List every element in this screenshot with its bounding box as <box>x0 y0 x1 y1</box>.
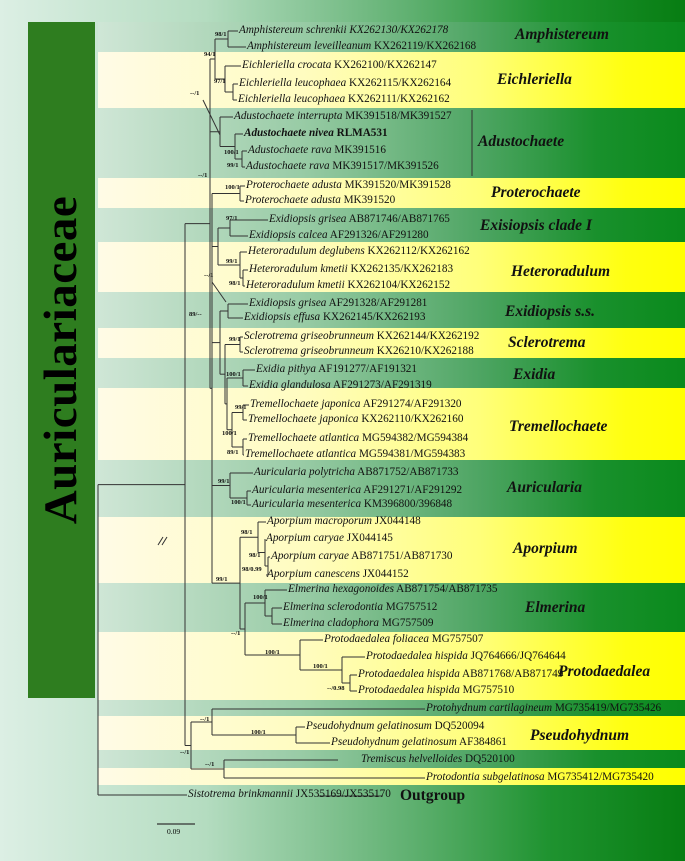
tip-label <box>248 413 463 425</box>
species-name: Tremellochaete japonica <box>248 413 359 425</box>
support-value: 100/1 <box>265 649 280 656</box>
species-name: Protodaedalea foliacea <box>324 633 429 645</box>
tip-label <box>249 263 453 275</box>
support-value: --/1 <box>198 172 208 179</box>
accession: JX535169/JX535170 <box>292 788 391 800</box>
clade-label: Exidia <box>513 366 556 383</box>
support-value: --/1 <box>205 761 215 768</box>
support-value: 89/-- <box>189 311 202 318</box>
tip-label <box>245 448 465 460</box>
support-value: 100/1 <box>226 371 241 378</box>
support-value: 98/0.99 <box>242 566 262 573</box>
tip-label <box>288 583 497 595</box>
support-value: --/1 <box>190 90 200 97</box>
clade-label: Auricularia <box>507 479 582 496</box>
accession: MG594382/MG594384 <box>359 432 469 444</box>
species-name: Aporpium caryae <box>271 550 349 562</box>
support-leader <box>203 100 220 135</box>
accession: KX262115/KX262164 <box>346 77 452 89</box>
support-value: 100/1 <box>251 729 266 736</box>
tip-label <box>246 279 450 291</box>
tip-label <box>358 684 514 696</box>
species-name: Heteroradulum deglubens <box>248 245 365 257</box>
support-value: 99/1 <box>216 576 228 583</box>
clade-label: Eichleriella <box>497 71 572 88</box>
accession: DQ520094 <box>431 720 485 732</box>
accession: KX262130/KX262178 <box>346 24 449 36</box>
accession: MG757509 <box>379 617 434 629</box>
species-name: Tremiscus helvelloides <box>361 753 463 765</box>
species-name: Protodontia subgelatinosa <box>426 771 545 783</box>
support-value: 99/1 <box>226 258 238 265</box>
accession: AB871754/AB871735 <box>393 583 498 595</box>
family-label: Auriculariaceae <box>35 195 87 525</box>
accession: AB871751/AB871730 <box>349 550 453 562</box>
species-name: Exidia glandulosa <box>249 379 331 391</box>
accession: KX262144/KX262192 <box>373 330 480 342</box>
tip-label <box>244 127 388 139</box>
species-name: Aporpium caryae <box>266 532 344 544</box>
support-value: 98/1 <box>249 552 261 559</box>
clade-label: Adustochaete <box>478 133 565 150</box>
accession: KX262145/KX262193 <box>320 311 426 323</box>
tip-label <box>249 229 429 241</box>
tip-label <box>250 398 462 410</box>
accession: KX262111/KX262162 <box>345 93 450 105</box>
support-value: --/1 <box>200 716 210 723</box>
tip-label <box>331 736 507 748</box>
accession: AF291273/AF291319 <box>330 379 432 391</box>
tip-label <box>358 668 563 680</box>
accession: RLMA531 <box>333 127 388 139</box>
accession: AB871752/AB871733 <box>355 466 459 478</box>
species-name: Exidia pithya <box>256 363 316 375</box>
species-name: Exidiopsis effusa <box>244 311 321 323</box>
species-name: Tremellochaete atlantica <box>248 432 360 444</box>
accession: JX044152 <box>359 568 409 580</box>
accession: MG757512 <box>382 601 438 613</box>
support-value: --/1 <box>204 272 214 279</box>
species-name: Pseudohydnum gelatinosum <box>306 720 432 732</box>
accession: AF291271/AF291292 <box>361 484 463 496</box>
species-name: Eichleriella leucophaea <box>238 93 346 105</box>
tip-label <box>283 601 437 613</box>
tip-label <box>426 702 661 714</box>
clade-label: Outgroup <box>400 787 466 804</box>
species-name: Sistotrema brinkmannii <box>188 788 293 800</box>
scale-bar-label: 0.09 <box>167 827 181 836</box>
support-value: 97/1 <box>226 215 238 222</box>
tip-label <box>426 771 654 783</box>
tip-label <box>366 650 566 662</box>
clade-label: Proterochaete <box>491 184 581 201</box>
accession: AF291274/AF291320 <box>360 398 462 410</box>
accession: MG757507 <box>428 633 484 645</box>
clade-label: Sclerotrema <box>508 334 586 351</box>
clade-label: Tremellochaete <box>509 418 608 435</box>
tip-label <box>269 213 450 225</box>
species-name: Adustochaete interrupta <box>234 110 343 122</box>
tip-label <box>245 194 395 206</box>
accession: MK391520 <box>340 194 396 206</box>
accession: KX26210/KX262188 <box>373 345 474 357</box>
tip-label <box>242 59 437 71</box>
support-value: --/0.98 <box>327 685 345 692</box>
accession: KX262100/KX262147 <box>331 59 437 71</box>
support-value: --/1 <box>180 749 190 756</box>
accession: KX262110/KX262160 <box>358 413 464 425</box>
tip-label <box>267 568 409 580</box>
support-value: 99/1 <box>235 404 247 411</box>
support-value: --/1 <box>231 630 241 637</box>
species-name: Sclerotrema griseobrunneum <box>244 330 374 342</box>
species-name: Tremellochaete japonica <box>250 398 361 410</box>
tip-label <box>238 93 450 105</box>
tip-label <box>256 363 417 375</box>
accession: AF384861 <box>456 736 507 748</box>
tip-label <box>271 550 453 562</box>
tip-label <box>249 379 432 391</box>
species-name: Pseudohydnum gelatinosum <box>331 736 457 748</box>
accession: MG757510 <box>459 684 515 696</box>
support-value: 99/1 <box>218 478 230 485</box>
support-value: 89/1 <box>227 449 239 456</box>
species-name: Protodaedalea hispida <box>358 668 460 680</box>
species-name: Protodaedalea hispida <box>358 684 460 696</box>
support-leader <box>212 282 226 302</box>
tip-label <box>239 24 448 36</box>
support-value: 97/1 <box>214 78 226 85</box>
species-name: Heteroradulum kmetii <box>249 263 348 275</box>
tip-label <box>239 77 451 89</box>
clade-label: Heteroradulum <box>511 263 611 280</box>
species-name: Amphistereum leveilleanum <box>247 40 372 52</box>
species-name: Sclerotrema griseobrunneum <box>244 345 374 357</box>
tip-label <box>254 466 459 478</box>
accession: MK391520/MK391528 <box>341 179 451 191</box>
species-name: Protodaedalea hispida <box>366 650 468 662</box>
support-value: 100/1 <box>313 663 328 670</box>
tip-label <box>252 498 452 510</box>
species-name: Proterochaete adusta <box>245 194 341 206</box>
accession: KX262112/KX262162 <box>364 245 470 257</box>
support-value: 100/1 <box>253 594 268 601</box>
accession: MG735412/MG735420 <box>544 771 654 783</box>
tip-label <box>306 720 484 732</box>
species-name: Elmerina sclerodontia <box>283 601 383 613</box>
clade-label: Exisiopsis clade I <box>480 217 592 234</box>
species-name: Tremellochaete atlantica <box>245 448 357 460</box>
species-name: Amphistereum schrenkii <box>239 24 347 36</box>
species-name: Aporpium canescens <box>267 568 360 580</box>
accession: JQ764666/JQ764644 <box>467 650 566 662</box>
species-name: Protohydnum cartilagineum <box>426 702 553 714</box>
tip-label <box>248 144 386 156</box>
accession: KX262135/KX262183 <box>347 263 454 275</box>
species-name: Heteroradulum kmetii <box>246 279 345 291</box>
support-value: 100/1 <box>222 430 237 437</box>
support-value: 98/1 <box>229 280 241 287</box>
accession: AF191277/AF191321 <box>315 363 417 375</box>
clade-label: Exidiopsis s.s. <box>505 303 596 320</box>
species-name: Eichleriella crocata <box>242 59 332 71</box>
support-value: 100/1 <box>224 149 239 156</box>
tip-label <box>361 753 515 765</box>
accession: MG735419/MG735426 <box>552 702 662 714</box>
accession: KM396800/396848 <box>361 498 453 510</box>
accession: KX262104/KX262152 <box>344 279 451 291</box>
accession: AF291328/AF291281 <box>326 297 428 309</box>
accession: MK391516 <box>331 144 386 156</box>
tip-label <box>248 245 470 257</box>
accession: KX262119/KX262168 <box>371 40 477 52</box>
accession: MK391517/MK391526 <box>329 160 439 172</box>
accession: AB871768/AB871749 <box>459 668 564 680</box>
species-name: Aporpium macroporum <box>267 515 372 527</box>
tip-label <box>324 633 483 645</box>
species-name: Exidiopsis grisea <box>269 213 347 225</box>
species-name: Eichleriella leucophaea <box>239 77 347 89</box>
tip-label <box>249 297 427 309</box>
accession: AF291326/AF291280 <box>327 229 429 241</box>
support-value: 99/1 <box>229 336 241 343</box>
tip-label <box>244 330 479 342</box>
tip-label <box>244 311 426 323</box>
species-name: Auricularia mesenterica <box>252 498 362 510</box>
tip-label <box>244 345 474 357</box>
species-name: Elmerina hexagonoides <box>288 583 394 595</box>
support-value: 100/1 <box>231 499 246 506</box>
species-name: Auricularia polytricha <box>254 466 355 478</box>
tip-label <box>234 110 452 122</box>
clade-label: Pseudohydnum <box>530 727 630 744</box>
tip-label <box>248 432 468 444</box>
tip-label <box>246 160 439 172</box>
clade-label: Elmerina <box>525 599 586 616</box>
tip-label <box>246 179 451 191</box>
clade-label: Aporpium <box>513 540 578 557</box>
tip-label <box>267 515 421 527</box>
accession: MK391518/MK391527 <box>342 110 452 122</box>
clade-label: Amphistereum <box>515 26 609 43</box>
species-name: Elmerina cladophora <box>283 617 380 629</box>
tip-label <box>266 532 393 544</box>
species-name: Adustochaete nivea <box>244 127 334 139</box>
support-value: 98/1 <box>215 31 227 38</box>
accession: DQ520100 <box>462 753 515 765</box>
species-name: Auricularia mesenterica <box>252 484 362 496</box>
accession: JX044145 <box>344 532 393 544</box>
accession: JX044148 <box>371 515 421 527</box>
tip-label <box>252 484 462 496</box>
accession: MG594381/MG594383 <box>356 448 466 460</box>
support-value: 98/1 <box>241 529 253 536</box>
tip-label <box>188 788 391 800</box>
species-name: Adustochaete rava <box>248 144 332 156</box>
tip-label <box>283 617 433 629</box>
support-value: 100/1 <box>225 184 240 191</box>
clade-label: Protodaedalea <box>558 663 651 680</box>
species-name: Exidiopsis grisea <box>249 297 327 309</box>
species-name: Exidiopsis calcea <box>249 229 328 241</box>
accession: AB871746/AB871765 <box>346 213 450 225</box>
tip-label <box>247 40 476 52</box>
support-value: 99/1 <box>227 162 239 169</box>
support-value: 94/1 <box>204 51 216 58</box>
species-name: Proterochaete adusta <box>246 179 342 191</box>
species-name: Adustochaete rava <box>246 160 330 172</box>
